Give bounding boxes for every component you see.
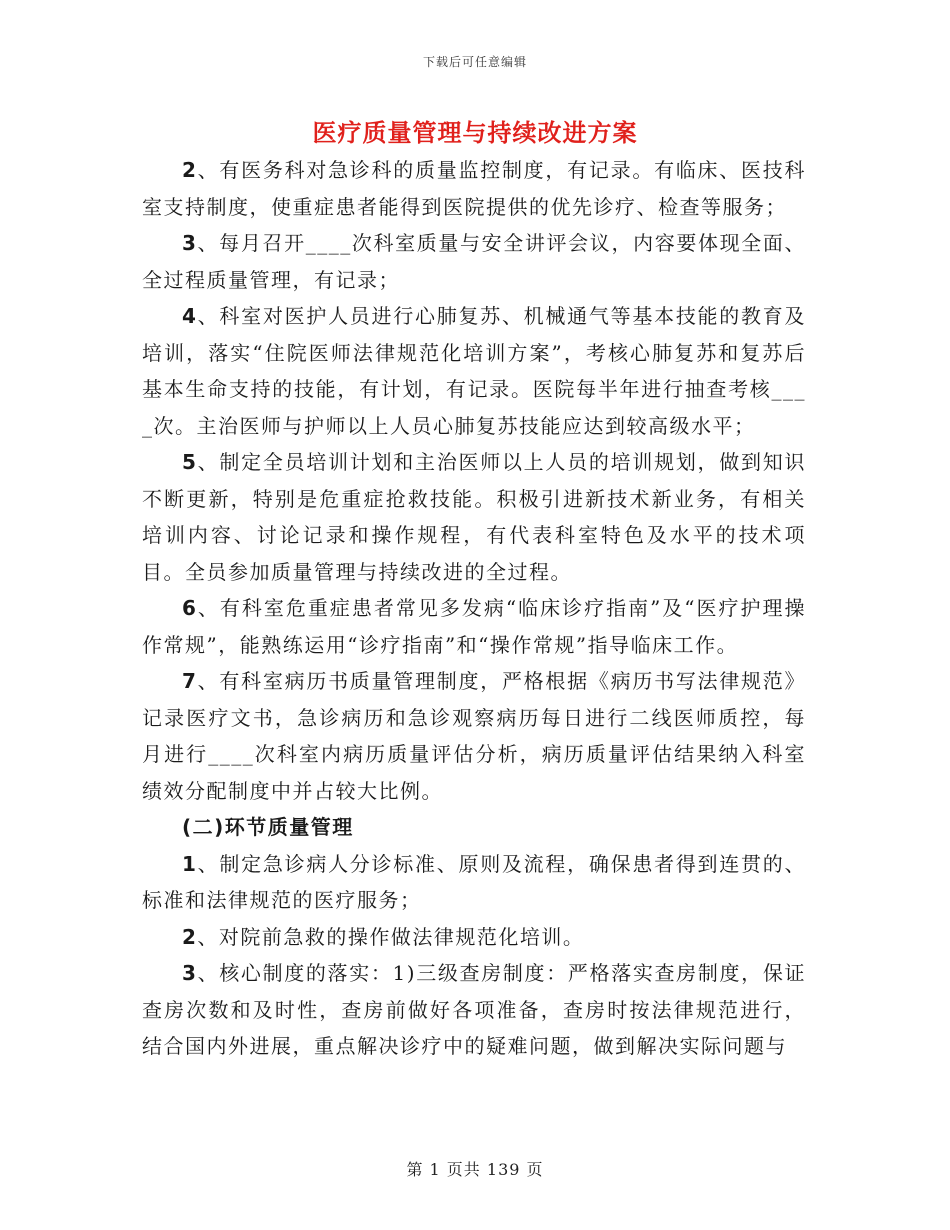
document-title: 医疗质量管理与持续改进方案 [312, 118, 638, 147]
paragraph-item-5 [142, 444, 806, 590]
page-footer: 第 1 页共 139 页 [406, 1160, 544, 1179]
item-number: 1 [182, 851, 198, 876]
item-number: 4 [182, 304, 198, 328]
item-number: 5 [182, 450, 198, 474]
paragraph-item-4 [142, 298, 806, 444]
paragraph-text: 、有科室病历书质量管理制度，严格根据《病历书写法律规范》记录医疗文书，急诊病历和急诊观察病历每日进行二线医师质控，每月进行____次科室内病历质量评估分析，病历质量评估结果纳入科室绩效分配制度中并占较大比例。 [142, 669, 806, 803]
section-paragraph-item-3 [142, 955, 806, 1065]
paragraph-text: 、有医务科对急诊科的质量监控制度，有记录。有临床、医技科室支持制度，使重症患者能得到医院提供的优先诊疗、检查等服务； [142, 158, 806, 219]
section-paragraph-item-1 [142, 846, 806, 919]
paragraph-text: 、有科室危重症患者常见多发病“临床诊疗指南”及“医疗护理操作常规”，能熟练运用“诊疗指南”和“操作常规”指导临床工作。 [142, 596, 806, 657]
paragraph-text: 、核心制度的落实：1)三级查房制度：严格落实查房制度，保证查房次数和及时性，查房前做好各项准备，查房时按法律规范进行，结合国内外进展，重点解决诊疗中的疑难问题，做到解决实际问题与 [142, 961, 806, 1058]
paragraph-text: 、制定急诊病人分诊标准、原则及流程，确保患者得到连贯的、标准和法律规范的医疗服务； [142, 851, 806, 912]
paragraph-text: 、科室对医护人员进行心肺复苏、机械通气等基本技能的教育及培训，落实“住院医师法律规范化培训方案”，考核心肺复苏和复苏后基本生命支持的技能，有计划，有记录。医院每半年进行抽查考核____次。主治医师与护师以上人员心肺复苏技能应达到较高级水平； [142, 304, 806, 438]
header-note: 下载后可任意编辑 [422, 55, 527, 69]
paragraph-item-7 [142, 663, 806, 809]
paragraph-text: 、制定全员培训计划和主治医师以上人员的培训规划，做到知识不断更新，特别是危重症抢救技能。积极引进新技术新业务，有相关培训内容、讨论记录和操作规程，有代表科室特色及水平的技术项目。全员参加质量管理与持续改进的全过程。 [142, 450, 806, 584]
section-paragraph-item-2 [142, 919, 806, 956]
paragraph-item-2 [142, 152, 806, 225]
paragraph-item-3 [142, 225, 806, 298]
paragraph-text: 、对院前急救的操作做法律规范化培训。 [197, 924, 585, 949]
item-number: 3 [182, 231, 198, 255]
section-heading: (二)环节质量管理 [182, 815, 354, 839]
item-number: 6 [182, 596, 198, 620]
item-number: 3 [182, 961, 198, 985]
paragraph-text: 、每月召开____次科室质量与安全讲评会议，内容要体现全面、全过程质量管理，有记录； [142, 231, 806, 292]
item-number: 2 [182, 158, 198, 182]
paragraph-item-6 [142, 590, 806, 663]
item-number: 7 [182, 669, 198, 693]
document-body [142, 152, 806, 1065]
item-number: 2 [182, 924, 198, 949]
